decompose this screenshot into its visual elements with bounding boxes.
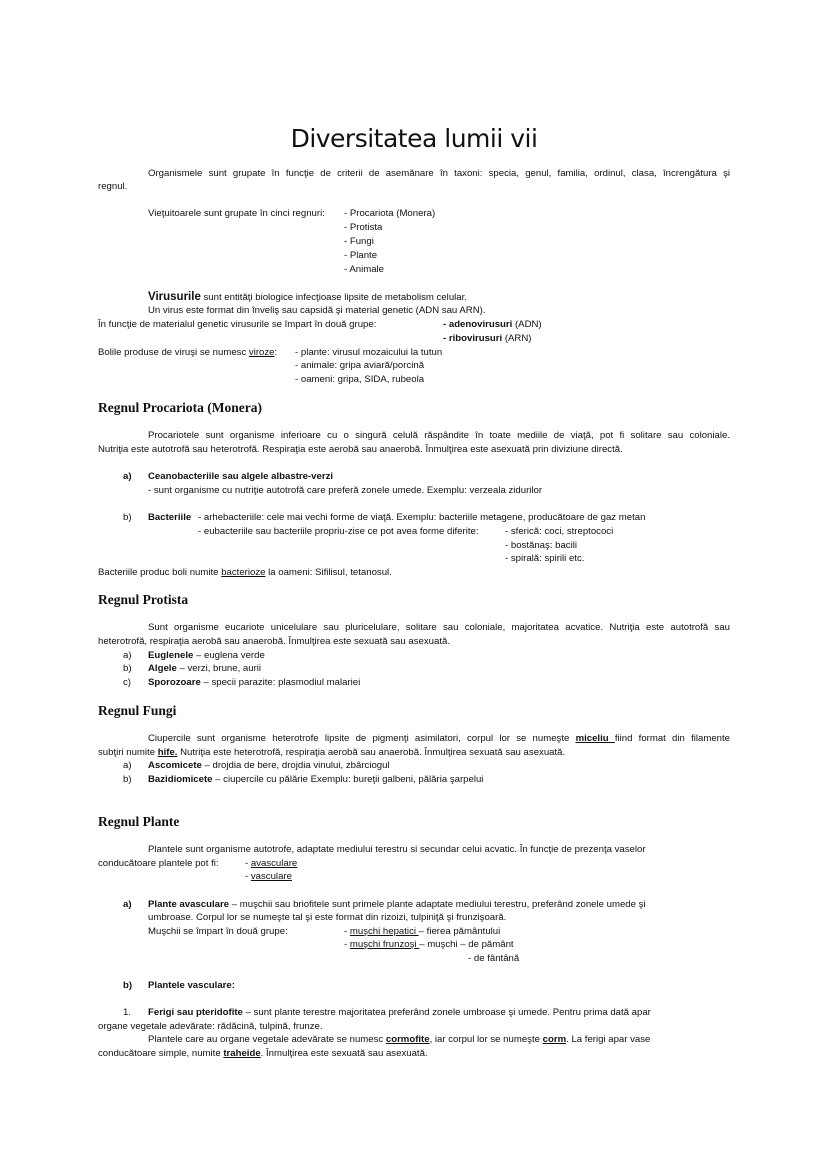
text-segment: – verzi, brune, aurii — [176, 663, 262, 674]
text-segment: Regnul Plante — [98, 814, 180, 829]
text-line — [148, 732, 730, 746]
text-line — [98, 318, 376, 332]
text-line — [148, 484, 542, 498]
text-segment: – euglena verde — [193, 650, 265, 661]
emphasized-term: corm — [542, 1034, 567, 1045]
text-line — [98, 443, 623, 457]
emphasized-term: Virusurile — [148, 291, 201, 303]
emphasized-term: Algele — [148, 663, 177, 674]
emphasized-term: Euglenele — [148, 650, 194, 661]
text-line — [148, 167, 730, 181]
text-line — [123, 511, 132, 525]
text-segment: Ciupercile sunt organisme heterotrofe lipsite de pigmenţi asimilatori, corpul lor se numeşte — [148, 733, 576, 744]
text-line — [148, 207, 325, 221]
text-line — [344, 235, 374, 249]
emphasized-term: hife. — [157, 747, 178, 758]
text-line — [148, 925, 288, 939]
text-line — [98, 857, 219, 871]
text-segment: - arhebacteriile: cele mai vechi forme de viaţă. Exemplu: bacteriile metagene, producătoare de gaz metan — [198, 512, 646, 523]
text-line — [443, 318, 542, 332]
text-segment: Vieţuitoarele sunt grupate în cinci regnuri: — [148, 208, 325, 219]
text-segment: la oameni: Sifilisul, tetanosul. — [265, 567, 392, 578]
text-line — [148, 429, 730, 443]
text-line — [148, 911, 506, 925]
text-line — [344, 249, 377, 263]
text-segment: Bolile produse de viruşi se numesc — [98, 347, 249, 358]
text-segment: Organismele sunt grupate în funcţie de criterii de asemănare în taxoni: specia, genul, familia, ordinul, clasa, încrengătura şi — [148, 168, 730, 179]
text-segment: - plante: virusul mozaicului la tutun — [295, 347, 443, 358]
text-segment: - sferică: coci, streptococi — [505, 526, 614, 537]
text-segment: fiind format din filamente — [614, 733, 730, 744]
text-line — [123, 979, 132, 993]
text-segment: Sunt organisme eucariote unicelulare sau pluricelulare, solitare sau coloniale, majoritatea acvatice. Nutriţia este autotrofă sau — [148, 622, 730, 633]
text-segment: conducătoare simple, numite — [98, 1048, 224, 1059]
emphasized-term: - ribovirusuri — [443, 333, 503, 344]
text-segment: subţiri numite — [98, 747, 158, 758]
text-segment: – sunt plante terestre majoritatea preferând zonele umbroase şi umede. Pentru prima dată apar — [242, 1007, 651, 1018]
text-line — [98, 1020, 323, 1034]
emphasized-term: bacterioze — [221, 567, 266, 578]
text-segment: : — [274, 347, 278, 358]
text-line — [344, 938, 514, 952]
text-line — [344, 925, 500, 939]
text-segment: umbroase. Corpul lor se numeşte tal şi este format din rizoizi, tulpiniţă şi frunzişoară. — [148, 912, 507, 923]
emphasized-term: miceliu — [575, 733, 615, 744]
text-segment: b) — [123, 512, 132, 523]
text-line — [245, 870, 292, 884]
text-line — [98, 346, 277, 360]
text-line — [505, 525, 613, 539]
text-segment: - — [344, 939, 350, 950]
emphasized-term: b) — [123, 980, 133, 991]
text-segment: heterotrofă, respiraţia aerobă sau anaerobă. Înmulţirea este sexuată sau asexuată. — [98, 636, 450, 647]
text-line — [123, 1006, 131, 1020]
emphasized-term: viroze — [248, 347, 275, 358]
text-segment: (ADN) — [512, 319, 542, 330]
text-segment: – muşchii sau briofitele sunt primele plante adaptate mediului terestru, preferând zonele umede şi — [229, 899, 646, 910]
text-segment: Regnul Procariota (Monera) — [98, 400, 262, 415]
text-segment: - Protista — [344, 222, 383, 233]
text-line — [148, 621, 730, 635]
text-segment: Regnul Fungi — [98, 703, 177, 718]
text-line — [344, 221, 382, 235]
text-segment: Un virus este format din înveliş sau capsidă şi material genetic (ADN sau ARN). — [148, 305, 486, 316]
text-segment: - — [245, 858, 251, 869]
text-segment: – specii parazite: plasmodiul malariei — [200, 677, 361, 688]
text-segment: 1. — [123, 1007, 132, 1018]
text-line — [98, 746, 565, 760]
text-segment: - oameni: gripa, SIDA, rubeola — [295, 374, 425, 385]
emphasized-term: Ferigi sau pteridofite — [148, 1007, 243, 1018]
section-heading — [98, 702, 176, 720]
text-line — [123, 649, 132, 663]
emphasized-term: muşchi frunzoşi — [349, 939, 420, 950]
text-line — [148, 773, 483, 787]
text-line — [468, 952, 519, 966]
text-line — [148, 1033, 650, 1047]
text-line — [98, 1047, 428, 1061]
text-segment: regnul. — [98, 181, 128, 192]
text-line — [148, 898, 646, 912]
text-line — [344, 263, 384, 277]
text-line — [148, 676, 360, 690]
text-line — [123, 662, 132, 676]
text-segment: Plantele care au organe vegetale adevărate se numesc — [148, 1034, 386, 1045]
text-line — [245, 857, 297, 871]
text-segment: - Procariota (Monera) — [344, 208, 436, 219]
emphasized-term: Plante avasculare — [148, 899, 230, 910]
emphasized-term: muşchi hepatici — [349, 926, 419, 937]
text-segment: Procariotele sunt organisme inferioare cu o singură celulă răspândite în toate mediile de viaţă, pot fi solitare sau coloniale. — [148, 430, 730, 441]
emphasized-term: Ceanobacteriile sau algele albastre-verzi — [148, 471, 334, 482]
text-line — [148, 1006, 651, 1020]
section-heading — [98, 591, 188, 609]
emphasized-term: Bazidiomicete — [148, 774, 213, 785]
text-line — [295, 359, 424, 373]
text-line — [198, 511, 645, 525]
text-line — [98, 566, 392, 580]
text-line — [148, 759, 390, 773]
section-heading — [98, 813, 179, 831]
text-segment: – muşchi – de pământ — [419, 939, 514, 950]
text-line — [148, 649, 265, 663]
emphasized-term: traheide — [223, 1048, 261, 1059]
text-segment: - Fungi — [344, 236, 374, 247]
emphasized-term: a) — [123, 471, 132, 482]
text-line — [198, 525, 479, 539]
text-segment: (ARN) — [502, 333, 532, 344]
text-segment: Muşchii se împart în două grupe: — [148, 926, 288, 937]
text-line — [295, 373, 424, 387]
text-line — [123, 898, 132, 912]
text-segment: Regnul Protista — [98, 592, 189, 607]
text-segment: - Plante — [344, 250, 378, 261]
text-segment: – ciupercile cu pălărie Exemplu: bureţii galbeni, pălăria şarpelui — [212, 774, 484, 785]
text-line — [295, 346, 442, 360]
emphasized-term: Plantele vasculare: — [148, 980, 235, 991]
text-segment: . Înmulţirea este sexuată sau asexuată. — [260, 1048, 428, 1059]
text-line — [148, 304, 486, 318]
section-heading — [98, 399, 262, 417]
text-line — [148, 470, 333, 484]
text-segment: În funcţie de materialul genetic virusurile se împart în două grupe: — [98, 319, 377, 330]
emphasized-term: Sporozoare — [148, 677, 201, 688]
text-segment: b) — [123, 663, 132, 674]
text-segment: a) — [123, 650, 132, 661]
text-segment: - spirală: spirili etc. — [505, 553, 585, 564]
text-line — [148, 290, 467, 305]
text-segment: Nutriţia este autotrofă sau heterotrofă. Respiraţia este aerobă sau anaerobă. Înmulţirea este asexuată prin diviziune directă. — [98, 444, 623, 455]
text-segment: a) — [123, 760, 132, 771]
text-segment: - — [344, 926, 350, 937]
text-segment: - — [245, 871, 251, 882]
text-segment: - sunt organisme cu nutriţie autotrofă care preferă zonele umede. Exemplu: verzeala zidurilor — [148, 485, 543, 496]
text-line — [148, 662, 261, 676]
text-line — [148, 979, 235, 993]
emphasized-term: Ascomicete — [148, 760, 202, 771]
text-segment: Bacteriile produc boli numite — [98, 567, 222, 578]
text-line — [123, 773, 132, 787]
text-segment: organe vegetale adevărate: rădăcină, tulpină, frunze. — [98, 1021, 323, 1032]
text-line — [443, 332, 531, 346]
text-segment: Nutriţia este heterotrofă, respiraţia aerobă sau anaerobă. Înmulţirea sexuată sau asexuată. — [177, 747, 566, 758]
text-segment: – fierea pământului — [418, 926, 501, 937]
text-segment: - animale: gripa aviară/porcină — [295, 360, 425, 371]
emphasized-term: avasculare — [250, 858, 298, 869]
emphasized-term: Bacteriile — [148, 512, 192, 523]
text-segment: – drojdia de bere, drojdia vinului, zbârciogul — [201, 760, 390, 771]
text-line — [148, 843, 646, 857]
document-title: Diversitatea lumii vii — [290, 124, 538, 153]
text-line — [123, 676, 131, 690]
text-segment: conducătoare plantele pot fi: — [98, 858, 219, 869]
text-segment: b) — [123, 774, 132, 785]
text-segment: - Animale — [344, 264, 384, 275]
text-segment: . La ferigi apar vase — [566, 1034, 651, 1045]
text-segment: Plantele sunt organisme autotrofe, adaptate mediului terestru si secundar celui acvatic. În funcţie de prezenţa vaselor — [148, 844, 646, 855]
emphasized-term: - adenovirusuri — [443, 319, 513, 330]
text-line — [98, 180, 127, 194]
emphasized-term: a) — [123, 899, 132, 910]
text-segment: c) — [123, 677, 131, 688]
text-line — [123, 759, 132, 773]
text-segment: - eubacteriile sau bacteriile propriu-zise ce pot avea forme diferite: — [198, 526, 479, 537]
text-segment: sunt entităţi biologice infecţioase lipsite de metabolism celular. — [200, 292, 467, 303]
emphasized-term: vasculare — [250, 871, 292, 882]
text-segment: - bostănaş: bacili — [505, 540, 577, 551]
text-line — [148, 511, 191, 525]
text-segment: , iar corpul lor se numeşte — [429, 1034, 543, 1045]
text-line — [98, 635, 450, 649]
text-segment: - de fântână — [468, 953, 520, 964]
text-line — [344, 207, 435, 221]
text-line — [123, 470, 132, 484]
text-line — [505, 552, 584, 566]
emphasized-term: cormofite — [385, 1034, 430, 1045]
text-line — [505, 539, 577, 553]
